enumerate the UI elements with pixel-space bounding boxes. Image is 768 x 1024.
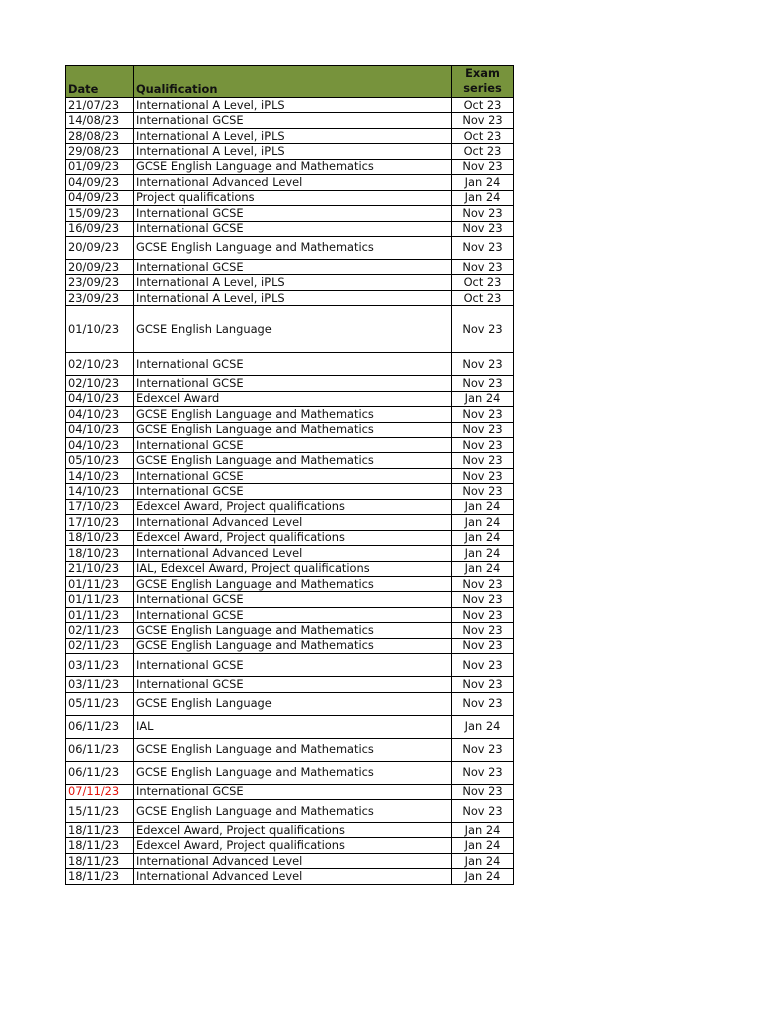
cell-date: 18/11/23 (66, 838, 134, 853)
cell-date: 29/08/23 (66, 144, 134, 159)
cell-qualification: Edexcel Award, Project qualifications (134, 823, 452, 838)
cell-date: 23/09/23 (66, 290, 134, 305)
cell-qualification: International GCSE (134, 677, 452, 692)
cell-exam-series: Jan 24 (452, 561, 514, 576)
cell-exam-series: Oct 23 (452, 98, 514, 113)
cell-exam-series: Nov 23 (452, 592, 514, 607)
cell-date: 23/09/23 (66, 275, 134, 290)
table-row (66, 353, 514, 376)
cell-qualification: International A Level, iPLS (134, 275, 452, 290)
cell-exam-series: Jan 24 (452, 515, 514, 530)
cell-exam-series: Jan 24 (452, 190, 514, 205)
table-row (66, 144, 514, 159)
cell-date: 05/10/23 (66, 453, 134, 468)
cell-date: 03/11/23 (66, 677, 134, 692)
table-row (66, 530, 514, 545)
cell-date: 04/10/23 (66, 407, 134, 422)
cell-exam-series: Jan 24 (452, 546, 514, 561)
table-row (66, 576, 514, 591)
table-row (66, 561, 514, 576)
table-row (66, 236, 514, 259)
cell-date: 20/09/23 (66, 236, 134, 259)
cell-exam-series: Jan 24 (452, 823, 514, 838)
cell-exam-series: Nov 23 (452, 761, 514, 784)
cell-date: 02/10/23 (66, 376, 134, 391)
cell-exam-series: Jan 24 (452, 499, 514, 514)
table-row (66, 290, 514, 305)
table-row (66, 190, 514, 205)
table-row (66, 623, 514, 638)
cell-exam-series: Oct 23 (452, 290, 514, 305)
cell-qualification: International GCSE (134, 353, 452, 376)
cell-exam-series: Nov 23 (452, 221, 514, 236)
cell-qualification: International Advanced Level (134, 546, 452, 561)
cell-exam-series: Nov 23 (452, 306, 514, 353)
cell-date: 06/11/23 (66, 761, 134, 784)
cell-exam-series: Nov 23 (452, 623, 514, 638)
cell-exam-series: Jan 24 (452, 869, 514, 884)
table-row (66, 391, 514, 406)
table-row (66, 259, 514, 274)
cell-exam-series: Jan 24 (452, 838, 514, 853)
table-row (66, 422, 514, 437)
cell-qualification: International GCSE (134, 259, 452, 274)
cell-date: 03/11/23 (66, 654, 134, 677)
table-row (66, 761, 514, 784)
header-date: Date (66, 66, 134, 98)
table-row (66, 98, 514, 113)
cell-exam-series: Jan 24 (452, 391, 514, 406)
cell-date: 14/10/23 (66, 484, 134, 499)
cell-qualification: International Advanced Level (134, 175, 452, 190)
cell-qualification: International A Level, iPLS (134, 128, 452, 143)
cell-exam-series: Nov 23 (452, 206, 514, 221)
table-row (66, 453, 514, 468)
cell-exam-series: Nov 23 (452, 484, 514, 499)
cell-date: 15/11/23 (66, 800, 134, 823)
cell-qualification: International GCSE (134, 484, 452, 499)
cell-qualification: International GCSE (134, 607, 452, 622)
cell-date: 14/08/23 (66, 113, 134, 128)
cell-date: 16/09/23 (66, 221, 134, 236)
table-row (66, 376, 514, 391)
cell-date: 02/11/23 (66, 638, 134, 653)
table-row (66, 677, 514, 692)
cell-exam-series: Nov 23 (452, 422, 514, 437)
header-qualification: Qualification (134, 66, 452, 98)
table-row (66, 515, 514, 530)
cell-qualification: International A Level, iPLS (134, 98, 452, 113)
table-row (66, 546, 514, 561)
cell-date: 04/09/23 (66, 175, 134, 190)
table-row (66, 692, 514, 715)
table-row (66, 738, 514, 761)
cell-date: 02/10/23 (66, 353, 134, 376)
cell-date: 18/10/23 (66, 546, 134, 561)
cell-exam-series: Nov 23 (452, 692, 514, 715)
table-row (66, 638, 514, 653)
cell-date: 18/11/23 (66, 853, 134, 868)
table-row (66, 175, 514, 190)
cell-qualification: GCSE English Language and Mathematics (134, 576, 452, 591)
cell-date: 01/11/23 (66, 607, 134, 622)
cell-qualification: GCSE English Language and Mathematics (134, 638, 452, 653)
table-row (66, 654, 514, 677)
cell-date: 01/11/23 (66, 576, 134, 591)
cell-qualification: International GCSE (134, 206, 452, 221)
cell-date: 06/11/23 (66, 738, 134, 761)
cell-date: 18/11/23 (66, 823, 134, 838)
cell-exam-series: Nov 23 (452, 654, 514, 677)
cell-exam-series: Oct 23 (452, 144, 514, 159)
table-row (66, 438, 514, 453)
cell-date: 21/07/23 (66, 98, 134, 113)
table-row (66, 853, 514, 868)
cell-date: 05/11/23 (66, 692, 134, 715)
cell-qualification: GCSE English Language and Mathematics (134, 422, 452, 437)
table-row (66, 113, 514, 128)
header-row (66, 66, 514, 98)
cell-exam-series: Nov 23 (452, 453, 514, 468)
cell-exam-series: Jan 24 (452, 175, 514, 190)
cell-date: 06/11/23 (66, 715, 134, 738)
cell-exam-series: Jan 24 (452, 530, 514, 545)
cell-date: 01/09/23 (66, 159, 134, 174)
cell-qualification: International GCSE (134, 113, 452, 128)
cell-qualification: GCSE English Language and Mathematics (134, 407, 452, 422)
cell-exam-series: Nov 23 (452, 236, 514, 259)
cell-qualification: IAL (134, 715, 452, 738)
cell-exam-series: Oct 23 (452, 275, 514, 290)
cell-exam-series: Nov 23 (452, 576, 514, 591)
cell-date: 18/10/23 (66, 530, 134, 545)
cell-exam-series: Oct 23 (452, 128, 514, 143)
cell-date: 04/10/23 (66, 391, 134, 406)
cell-exam-series: Nov 23 (452, 738, 514, 761)
cell-exam-series: Nov 23 (452, 113, 514, 128)
table-row (66, 484, 514, 499)
table-row (66, 275, 514, 290)
table-row (66, 128, 514, 143)
cell-qualification: International A Level, iPLS (134, 144, 452, 159)
cell-date: 20/09/23 (66, 259, 134, 274)
cell-qualification: International GCSE (134, 438, 452, 453)
cell-exam-series: Jan 24 (452, 715, 514, 738)
cell-qualification: International A Level, iPLS (134, 290, 452, 305)
table-body (66, 98, 514, 885)
cell-qualification: Edexcel Award, Project qualifications (134, 838, 452, 853)
header-exam-series: Exam series (452, 66, 514, 98)
cell-exam-series: Nov 23 (452, 607, 514, 622)
cell-qualification: GCSE English Language and Mathematics (134, 453, 452, 468)
cell-qualification: GCSE English Language and Mathematics (134, 623, 452, 638)
table-row (66, 823, 514, 838)
cell-date: 01/10/23 (66, 306, 134, 353)
cell-date: 28/08/23 (66, 128, 134, 143)
cell-qualification: GCSE English Language and Mathematics (134, 159, 452, 174)
table-row (66, 592, 514, 607)
cell-exam-series: Nov 23 (452, 407, 514, 422)
exam-dates-table (65, 65, 514, 885)
cell-date: 02/11/23 (66, 623, 134, 638)
cell-exam-series: Nov 23 (452, 468, 514, 483)
cell-qualification: International GCSE (134, 592, 452, 607)
cell-date: 21/10/23 (66, 561, 134, 576)
table-row (66, 715, 514, 738)
cell-qualification: International GCSE (134, 376, 452, 391)
cell-exam-series: Nov 23 (452, 438, 514, 453)
cell-date: 18/11/23 (66, 869, 134, 884)
cell-date: 07/11/23 (66, 784, 134, 799)
cell-qualification: International GCSE (134, 654, 452, 677)
cell-qualification: Edexcel Award, Project qualifications (134, 499, 452, 514)
cell-date: 04/10/23 (66, 438, 134, 453)
cell-qualification: Edexcel Award (134, 391, 452, 406)
cell-date: 04/09/23 (66, 190, 134, 205)
cell-exam-series: Nov 23 (452, 159, 514, 174)
cell-date: 17/10/23 (66, 515, 134, 530)
cell-exam-series: Jan 24 (452, 853, 514, 868)
table-row (66, 499, 514, 514)
cell-exam-series: Nov 23 (452, 800, 514, 823)
cell-date: 15/09/23 (66, 206, 134, 221)
cell-date: 04/10/23 (66, 422, 134, 437)
cell-qualification: GCSE English Language and Mathematics (134, 800, 452, 823)
cell-qualification: International GCSE (134, 784, 452, 799)
table-row (66, 800, 514, 823)
cell-qualification: International GCSE (134, 221, 452, 236)
cell-exam-series: Nov 23 (452, 376, 514, 391)
cell-qualification: IAL, Edexcel Award, Project qualifications (134, 561, 452, 576)
cell-exam-series: Nov 23 (452, 784, 514, 799)
table-row (66, 468, 514, 483)
table-row (66, 784, 514, 799)
table-row (66, 159, 514, 174)
cell-date: 17/10/23 (66, 499, 134, 514)
table-row (66, 306, 514, 353)
cell-date: 14/10/23 (66, 468, 134, 483)
table-row (66, 838, 514, 853)
cell-qualification: GCSE English Language (134, 692, 452, 715)
cell-exam-series: Nov 23 (452, 677, 514, 692)
table-row (66, 607, 514, 622)
cell-qualification: GCSE English Language and Mathematics (134, 738, 452, 761)
cell-exam-series: Nov 23 (452, 353, 514, 376)
cell-date: 01/11/23 (66, 592, 134, 607)
cell-qualification: International Advanced Level (134, 869, 452, 884)
cell-qualification: Edexcel Award, Project qualifications (134, 530, 452, 545)
table-row (66, 407, 514, 422)
cell-qualification: International Advanced Level (134, 515, 452, 530)
table-row (66, 221, 514, 236)
cell-qualification: Project qualifications (134, 190, 452, 205)
cell-exam-series: Nov 23 (452, 638, 514, 653)
table-row (66, 869, 514, 884)
cell-exam-series: Nov 23 (452, 259, 514, 274)
table-row (66, 206, 514, 221)
cell-qualification: International GCSE (134, 468, 452, 483)
cell-qualification: GCSE English Language (134, 306, 452, 353)
cell-qualification: GCSE English Language and Mathematics (134, 761, 452, 784)
cell-qualification: International Advanced Level (134, 853, 452, 868)
cell-qualification: GCSE English Language and Mathematics (134, 236, 452, 259)
